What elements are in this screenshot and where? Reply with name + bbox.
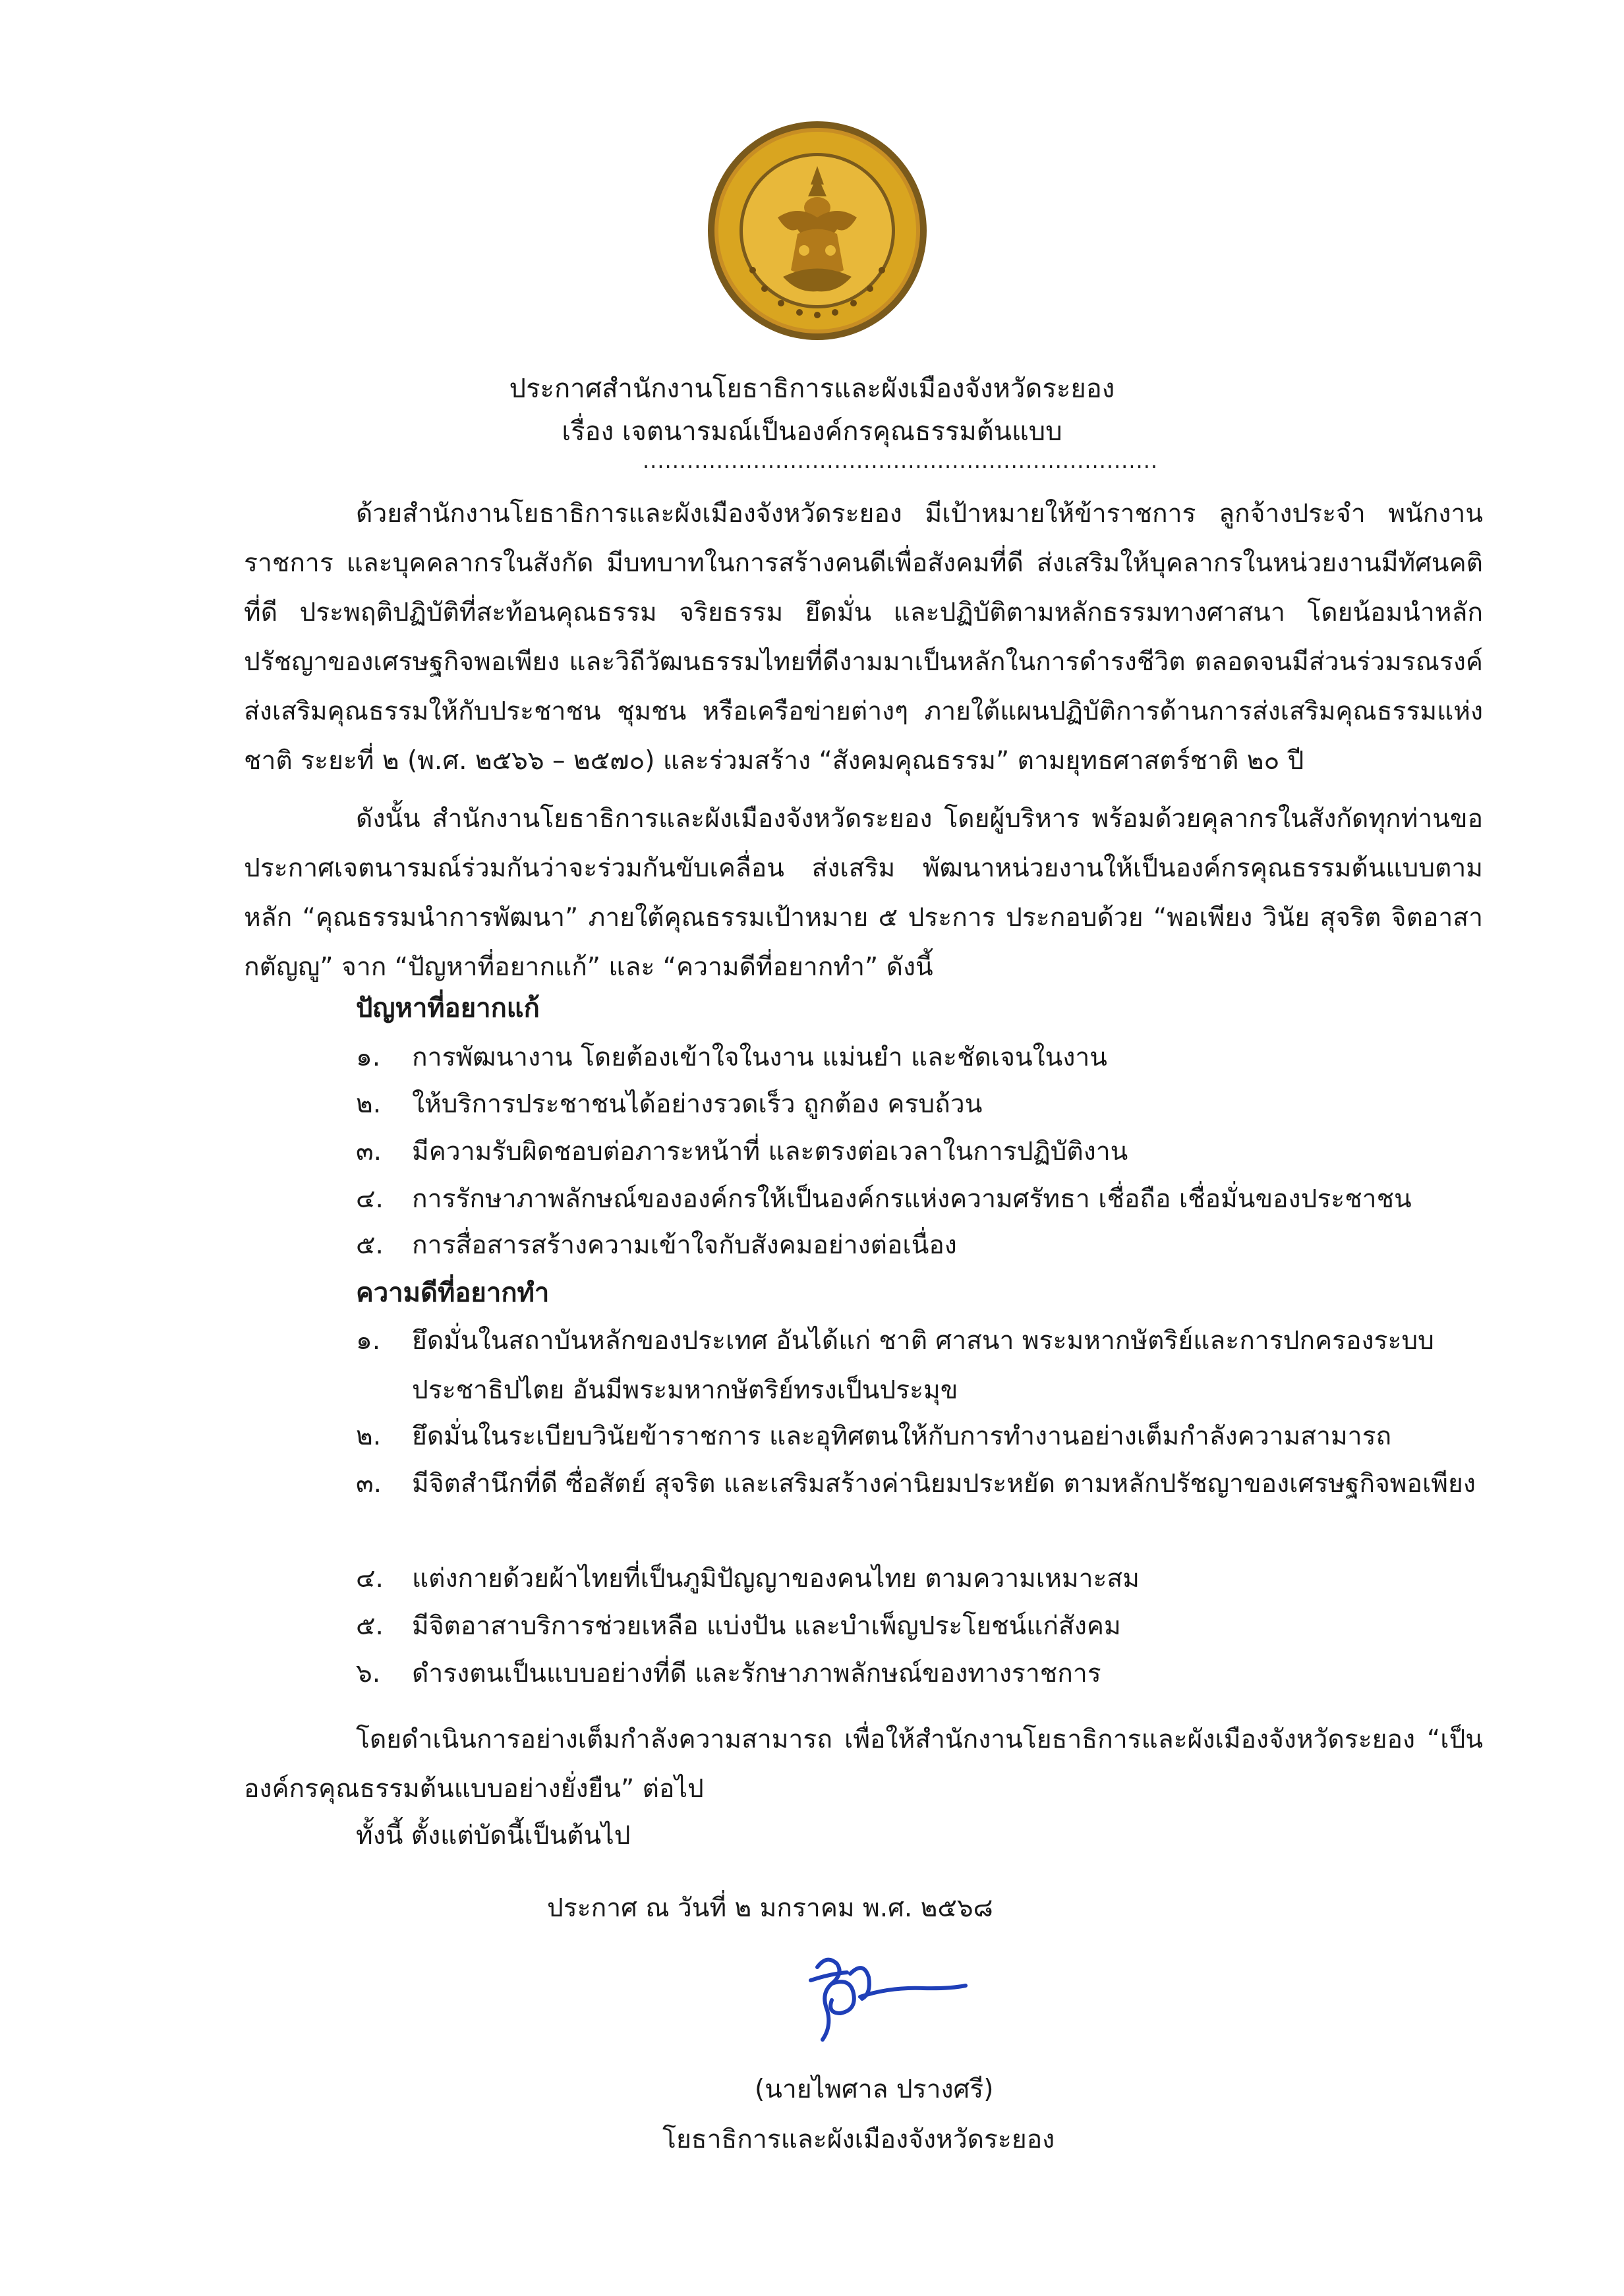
closing-paragraph: โดยดำเนินการอย่างเต็มกำลังความสามารถ เพื่อให้สำนักงานโยธาธิการและผังเมืองจังหวัดระยอง “เป็นองค์กรคุณธรรมต้นแบบอย่างยั่งยืน” ต่อไป: [244, 1725, 1483, 1804]
item-text: มีความรับผิดชอบต่อภาระหน้าที่ และตรงต่อเวลาในการปฏิบัติงาน: [412, 1137, 1128, 1166]
intro-paragraph: ด้วยสำนักงานโยธาธิการและผังเมืองจังหวัดระยอง มีเป้าหมายให้ข้าราชการ ลูกจ้างประจำ พนักงานราชการ และบุคคลากรในสังกัด มีบทบาทในการสร้างคนดีเพื่อสังคมที่ดี ส่งเสริมให้บุคลากรในหน่วยงานมีทัศนคติที่ดี ประพฤติปฏิบัติที่สะท้อนคุณธรรม จริยธรรม ยึดมั่น และปฏิบัติตามหลักธรรมทางศาสนา โดยน้อมนำหลักปรัชญาของเศรษฐกิจพอเพียง และวิถีวัฒนธรรมไทยที่ดีงามมาเป็นหลักในการดำรงชีวิต ตลอดจนมีส่วนร่วมรณรงค์ส่งเสริมคุณธรรมให้กับประชาชน ชุมชน หรือเครือข่ายต่างๆ ภายใต้แผนปฏิบัติการด้านการส่งเสริมคุณธรรมแห่งชาติ ระยะที่ ๒ (พ.ศ. ๒๕๖๖ – ๒๕๗๐) และร่วมสร้าง “สังคมคุณธรรม” ตามยุทธศาสตร์ชาติ ๒๐ ปี: [244, 499, 1483, 776]
item-number: ๑.: [356, 1043, 381, 1072]
problem-item: [356, 1079, 1483, 1129]
item-text: มีจิตสำนึกที่ดี ซื่อสัตย์ สุจริต และเสริมสร้างค่านิยมประหยัด ตามหลักปรัชญาของเศรษฐกิจพอเพียง: [412, 1469, 1476, 1499]
item-text: ดำรงตนเป็นแบบอย่างที่ดี และรักษาภาพลักษณ์ของทางราชการ: [412, 1659, 1101, 1688]
item-number: ๓.: [356, 1137, 382, 1166]
problem-item: [356, 1127, 1483, 1176]
problem-item: [356, 1174, 1483, 1224]
item-number: ๒.: [356, 1089, 382, 1119]
announcement-subject: เรื่อง เจตนารมณ์เป็นองค์กรคุณธรรมต้นแบบ: [562, 416, 1062, 447]
signer-position: โยธาธิการและผังเมืองจังหวัดระยอง: [662, 2125, 1055, 2154]
title-separator: ......................................................................: [643, 448, 1159, 473]
item-number: ๔.: [356, 1564, 384, 1593]
item-number: ๑.: [356, 1326, 381, 1356]
virtue-item: [356, 1316, 1483, 1405]
handwritten-signature-icon: [791, 1947, 975, 2046]
item-text: การพัฒนางาน โดยต้องเข้าใจในงาน แม่นยำ และชัดเจนในงาน: [412, 1043, 1107, 1072]
announcement-date: ประกาศ ณ วันที่ ๒ มกราคม พ.ศ. ๒๕๖๘: [547, 1893, 993, 1923]
item-text: การรักษาภาพลักษณ์ขององค์กรให้เป็นองค์กรแห่งความศรัทธา เชื่อถือ เชื่อมั่นของประชาชน: [412, 1184, 1412, 1214]
item-number: ๖.: [356, 1659, 381, 1688]
signer-name: (นายไพศาล ปรางศรี): [755, 2075, 994, 2104]
item-text: มีจิตอาสาบริการช่วยเหลือ แบ่งปัน และบำเพ็ญประโยชน์แก่สังคม: [412, 1611, 1121, 1641]
announcement-title: ประกาศสำนักงานโยธาธิการและผังเมืองจังหวัดระยอง: [509, 374, 1115, 404]
item-text: ยึดมั่นในสถาบันหลักของประเทศ อันได้แก่ ชาติ ศาสนา พระมหากษัตริย์และการปกครองระบบประชาธิปไตย อันมีพระมหากษัตริย์ทรงเป็นประมุข: [412, 1326, 1434, 1405]
effective-statement: ทั้งนี้ ตั้งแต่บัดนี้เป็นต้นไป: [356, 1821, 631, 1851]
declaration-paragraph: ดังนั้น สำนักงานโยธาธิการและผังเมืองจังหวัดระยอง โดยผู้บริหาร พร้อมด้วยคุลากรในสังกัดทุกท่านขอประกาศเจตนารมณ์ร่วมกันว่าจะร่วมกันขับเคลื่อน ส่งเสริม พัฒนาหน่วยงานให้เป็นองค์กรคุณธรรมต้นแบบตามหลัก “คุณธรรมนำการพัฒนา” ภายใต้คุณธรรมเป้าหมาย ๕ ประการ ประกอบด้วย “พอเพียง วินัย สุจริต จิตอาสากตัญญู” จาก “ปัญหาที่อยากแก้” และ “ความดีที่อยากทำ” ดังนี้: [244, 804, 1483, 982]
problem-item: [356, 1220, 1483, 1270]
item-text: ให้บริการประชาชนได้อย่างรวดเร็ว ถูกต้อง ครบถ้วน: [412, 1089, 983, 1119]
item-text: แต่งกายด้วยผ้าไทยที่เป็นภูมิปัญญาของคนไทย ตามความเหมาะสม: [412, 1564, 1140, 1593]
item-number: ๕.: [356, 1230, 384, 1260]
virtue-item: [356, 1459, 1483, 1508]
provincial-office-seal-icon: [705, 119, 929, 343]
virtues-heading: ความดีที่อยากทำ: [356, 1278, 550, 1308]
item-text: การสื่อสารสร้างความเข้าใจกับสังคมอย่างต่อเนื่อง: [412, 1230, 957, 1260]
virtue-item: [356, 1554, 1483, 1603]
virtue-item: [356, 1412, 1483, 1461]
problem-item: [356, 1033, 1483, 1082]
item-text: ยึดมั่นในระเบียบวินัยข้าราชการ และอุทิศตนให้กับการทำงานอย่างเต็มกำลังความสามารถ: [412, 1421, 1392, 1451]
virtue-item: [356, 1601, 1483, 1651]
item-number: ๔.: [356, 1184, 384, 1214]
item-number: ๕.: [356, 1611, 384, 1641]
item-number: ๓.: [356, 1469, 382, 1499]
virtue-item: [356, 1649, 1483, 1698]
item-number: ๒.: [356, 1421, 382, 1451]
problems-heading: ปัญหาที่อยากแก้: [356, 993, 540, 1023]
